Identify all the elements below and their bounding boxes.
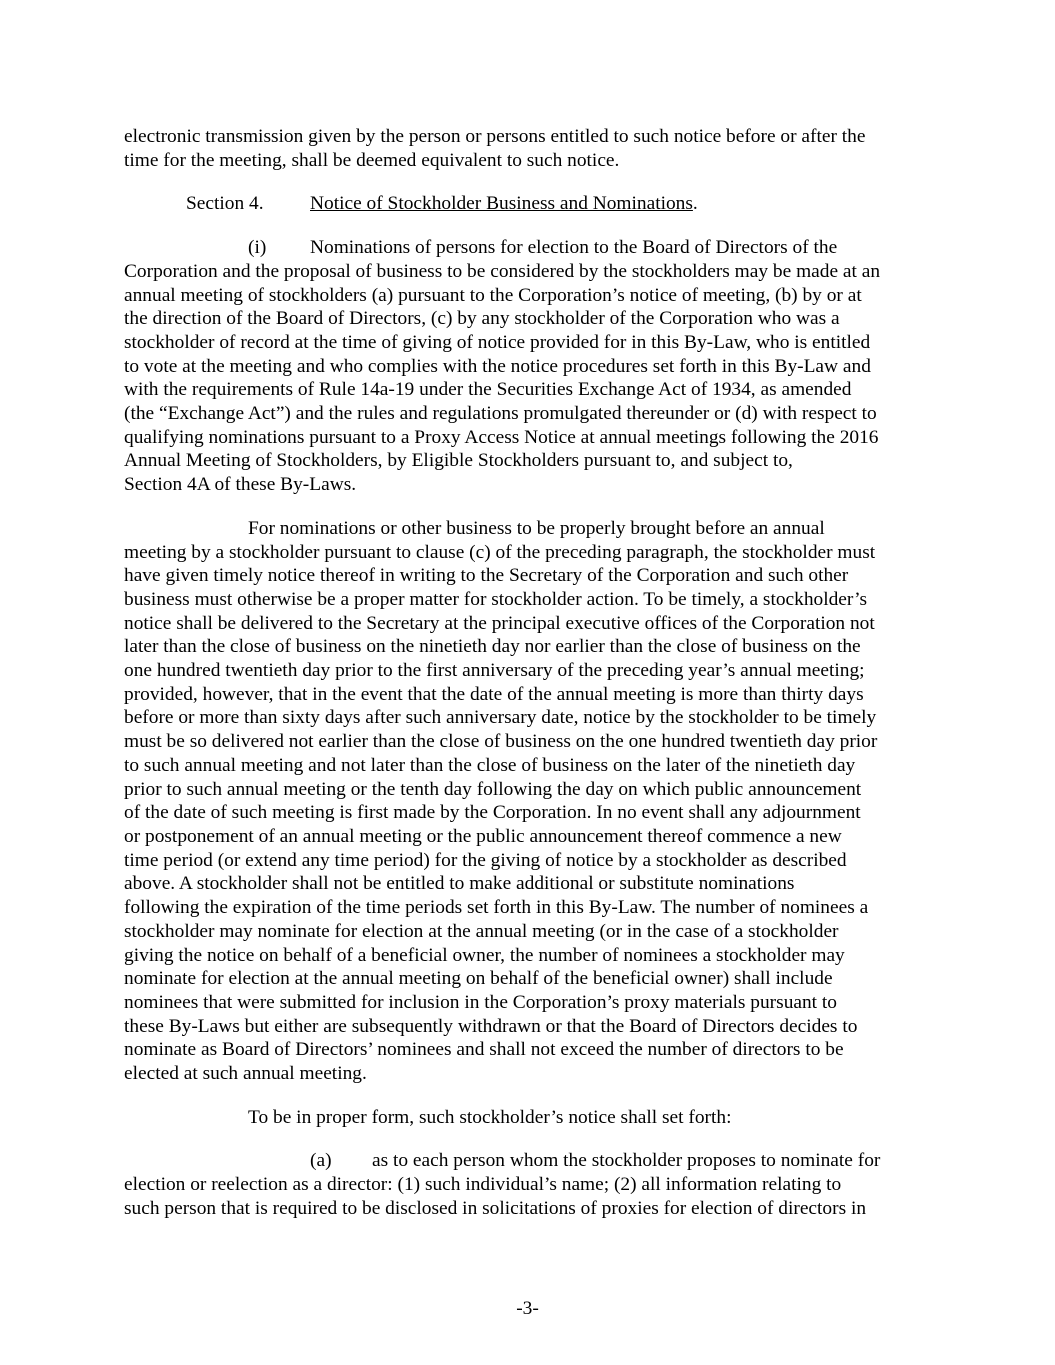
- text-line: time period (or extend any time period) for the giving of notice by a stockholder as described: [124, 849, 847, 871]
- text-line: Corporation and the proposal of business to be considered by the stockholders may be made at an: [124, 260, 881, 282]
- text-line: the direction of the Board of Directors, (c) by any stockholder of the Corporation who was a: [124, 308, 840, 330]
- paragraph-timely-notice: [124, 517, 936, 1086]
- section-number: Section 4.: [186, 193, 264, 215]
- page-number: -3-: [516, 1298, 539, 1319]
- text-line: meeting by a stockholder pursuant to clause (c) of the preceding paragraph, the stockholder must: [124, 541, 876, 563]
- document-page: [124, 125, 936, 1221]
- text-line: to such annual meeting and not later than the close of business on the later of the ninetieth day: [124, 754, 856, 776]
- text-line: must be so delivered not earlier than the close of business on the one hundred twentieth day prior: [124, 731, 878, 753]
- text-line: elected at such annual meeting.: [124, 1063, 367, 1085]
- text-line: provided, however, that in the event that the date of the annual meeting is more than thirty days: [124, 683, 864, 705]
- enum-label: (i): [248, 237, 267, 259]
- section-title: Notice of Stockholder Business and Nominations: [310, 193, 693, 215]
- intro-paragraph: [124, 125, 936, 172]
- text-line: such person that is required to be disclosed in solicitations of proxies for election of directors in: [124, 1197, 867, 1219]
- text-line: before or more than sixty days after such anniversary date, notice by the stockholder to be timely: [124, 707, 877, 729]
- section-heading: [124, 192, 936, 216]
- paragraph-i: [124, 236, 936, 497]
- text-line: For nominations or other business to be properly brought before an annual: [248, 517, 825, 539]
- text-line: qualifying nominations pursuant to a Proxy Access Notice at annual meetings following the 2016: [124, 426, 879, 448]
- text-line: To be in proper form, such stockholder’s notice shall set forth:: [248, 1106, 732, 1128]
- text-line: notice shall be delivered to the Secretary at the principal executive offices of the Corporation not: [124, 612, 875, 634]
- text-line: election or reelection as a director: (1) such individual’s name; (2) all information relating to: [124, 1174, 842, 1196]
- paragraph-a: [124, 1149, 936, 1220]
- text-line: as to each person whom the stockholder proposes to nominate for: [372, 1150, 881, 1172]
- text-line: Section 4A of these By-Laws.: [124, 474, 357, 496]
- text-line: giving the notice on behalf of a beneficial owner, the number of nominees a stockholder may: [124, 944, 845, 966]
- text-line: these By-Laws but either are subsequently withdrawn or that the Board of Directors decides to: [124, 1015, 858, 1037]
- text-line: electronic transmission given by the person or persons entitled to such notice before or after the: [124, 126, 866, 147]
- text-line: one hundred twentieth day prior to the first anniversary of the preceding year’s annual meeting;: [124, 660, 865, 682]
- text-line: stockholder may nominate for election at the annual meeting (or in the case of a stockholder: [124, 920, 839, 942]
- paragraph-first-line: [124, 236, 936, 260]
- text-line: prior to such annual meeting or the tenth day following the day on which public announcement: [124, 778, 862, 800]
- text-line: later than the close of business on the ninetieth day nor earlier than the close of business on the: [124, 636, 861, 658]
- text-line: time for the meeting, shall be deemed equivalent to such notice.: [124, 149, 620, 171]
- paragraph-proper-form: [124, 1106, 936, 1130]
- text-line: nominate as Board of Directors’ nominees and shall not exceed the number of directors to be: [124, 1039, 844, 1061]
- text-line: with the requirements of Rule 14a-19 under the Securities Exchange Act of 1934, as amended: [124, 379, 852, 401]
- text-line: nominees that were submitted for inclusion in the Corporation’s proxy materials pursuant to: [124, 991, 838, 1013]
- section-title-suffix: .: [692, 193, 698, 215]
- enum-label: (a): [310, 1150, 332, 1172]
- text-line: annual meeting of stockholders (a) pursuant to the Corporation’s notice of meeting, (b) by or at: [124, 284, 862, 306]
- text-line: of the date of such meeting is first made by the Corporation. In no event shall any adjournment: [124, 802, 861, 824]
- paragraph-first-line: [124, 1149, 936, 1173]
- text-line: Annual Meeting of Stockholders, by Eligible Stockholders pursuant to, and subject to,: [124, 450, 793, 472]
- text-line: or postponement of an annual meeting or the public announcement thereof commence a new: [124, 825, 842, 847]
- text-line: (the “Exchange Act”) and the rules and regulations promulgated thereunder or (d) with respect to: [124, 403, 877, 425]
- text-line: nominate for election at the annual meeting on behalf of the beneficial owner) shall include: [124, 968, 833, 990]
- text-line: following the expiration of the time periods set forth in this By-Law. The number of nominees a: [124, 897, 869, 919]
- text-line: stockholder of record at the time of giving of notice provided for in this By-Law, who is entitled: [124, 331, 871, 353]
- text-line: Nominations of persons for election to the Board of Directors of the: [310, 237, 838, 259]
- text-line: to vote at the meeting and who complies with the notice procedures set forth in this By-Law and: [124, 355, 871, 377]
- text-line: business must otherwise be a proper matter for stockholder action. To be timely, a stockholder’s: [124, 588, 868, 610]
- text-line: have given timely notice thereof in writing to the Secretary of the Corporation and such other: [124, 565, 849, 587]
- text-line: above. A stockholder shall not be entitled to make additional or substitute nominations: [124, 873, 795, 895]
